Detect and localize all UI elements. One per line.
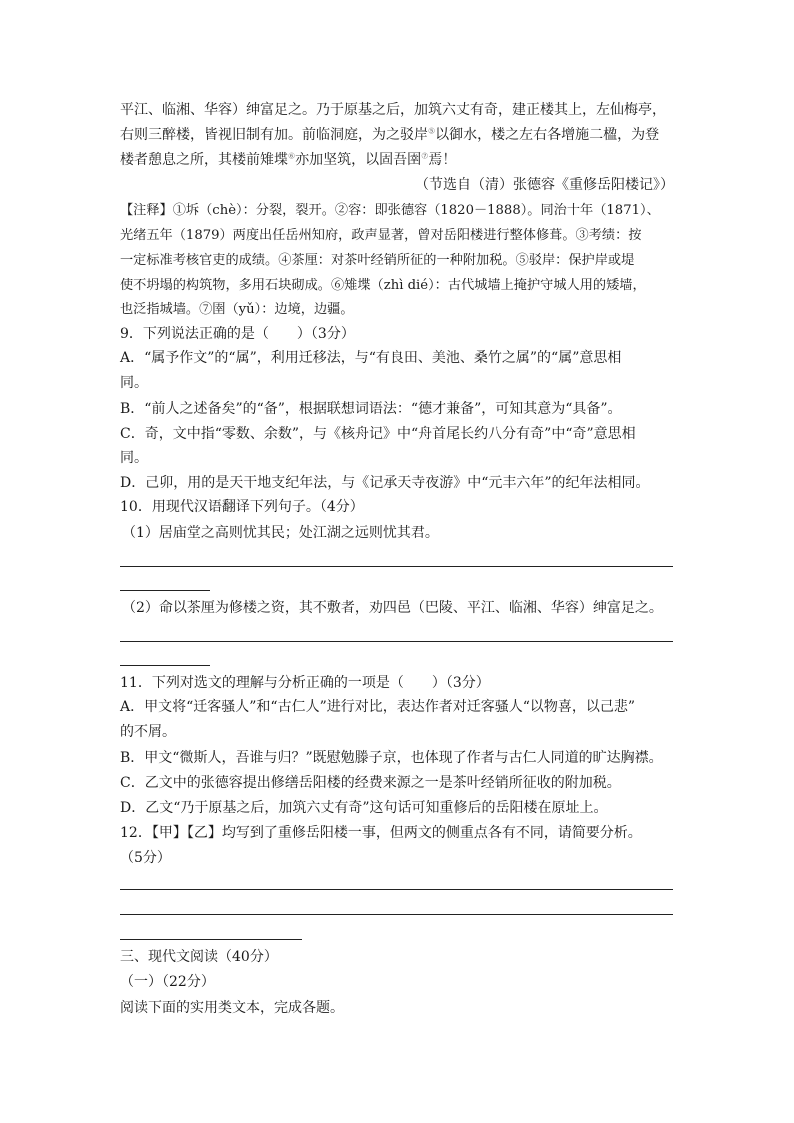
question-9-option-a: A．“属予作文”的“属”，利用迁移法，与“有良田、美池、桑竹之属”的“属”意思相 (120, 350, 622, 366)
answer-line-short[interactable] (120, 665, 210, 666)
footnote-marker: ⑤ (428, 126, 436, 136)
question-11-option-c: C．乙文中的张德容提出修缮岳阳楼的经费来源之一是茶叶经销所征收的附加税。 (120, 775, 621, 791)
question-10-stem: 10．用现代汉语翻译下列句子。（4分） (120, 499, 364, 515)
question-11-option-d: D．乙文“乃于原基之后，加筑六丈有奇”这句话可知重修后的岳阳楼在原址上。 (120, 800, 608, 816)
section-3-title: 三、现代文阅读（40分） (120, 949, 278, 965)
question-9-option-b: B．“前人之述备矣”的“备”，根据联想词语法：“德才兼备”，可知其意为“具备”。 (120, 401, 622, 417)
answer-line[interactable] (120, 914, 673, 915)
answer-line[interactable] (120, 641, 673, 642)
footnote-marker: ⑥ (288, 151, 296, 161)
annotation-line-3: 一定标准考核官吏的成绩。④茶厘：对茶叶经销所征的一种附加税。⑤驳岸：保护岸或堤 (120, 253, 635, 268)
annotation-line-4: 使不坍塌的构筑物，多用石块砌成。⑥雉堞（zhì dié）：古代城墙上掩护守城人用的矮墙， (120, 278, 646, 293)
passage-line-3: 楼者憩息之所，其楼前雉堞⑥亦加坚筑，以固吾圉⑦焉！ (120, 151, 457, 168)
answer-line-short[interactable] (120, 590, 210, 591)
question-9-option-a-cont: 同。 (120, 375, 148, 391)
question-9-option-c: C．奇，文中指“零数、余数”，与《核舟记》中“舟首尾长约八分有奇”中“奇”意思相 (120, 426, 636, 442)
question-9-option-c-cont: 同。 (120, 450, 148, 466)
passage-source: （节选自（清）张德容《重修岳阳楼记》） (415, 177, 674, 193)
annotation-line-2: 光绪五年（1879）两度出任岳州知府，政声显著，曾对岳阳楼进行整体修葺。③考绩：按 (120, 228, 642, 243)
question-11-option-b: B．甲文“微斯人，吾谁与归？”既慰勉滕子京，也体现了作者与古仁人同道的旷达胸襟。 (120, 750, 663, 766)
section-3-instruction: 阅读下面的实用类文本，完成各题。 (120, 1000, 344, 1016)
passage-line-1: 平江、临湘、华容）绅富足之。乃于原基之后，加筑六丈有奇，建正楼其上，左仙梅亭， (120, 102, 666, 118)
question-11-option-a: A．甲文将“迁客骚人”和“古仁人”进行对比，表达作者对迁客骚人“以物喜，以己悲” (120, 699, 636, 715)
answer-line-short[interactable] (120, 939, 302, 940)
annotation-line-5: 也泛指城墙。⑦圉（yǔ）：边境，边疆。 (120, 302, 354, 317)
question-10-sentence-2: （2）命以茶厘为修楼之资，其不敷者，劝四邑（巴陵、平江、临湘、华容）绅富足之。 (122, 600, 663, 616)
annotation-line-1: 【注释】①坼（chè）：分裂，裂开。②容：即张德容（1820－1888）。同治十年（1871）、 (120, 203, 660, 218)
question-10-sentence-1: （1）居庙堂之高则忧其民；处江湖之远则忧其君。 (122, 525, 439, 541)
question-12-stem: 12．【甲】【乙】均写到了重修岳阳楼一事，但两文的侧重点各有不同，请简要分析。 (120, 825, 642, 841)
question-11-option-a-cont: 的不屑。 (120, 724, 176, 740)
question-9-option-d: D．己卯，用的是天干地支纪年法，与《记承天寺夜游》中“元丰六年”的纪年法相同。 (120, 475, 650, 491)
question-9-stem: 9．下列说法正确的是（ ）（3分） (120, 326, 355, 342)
section-3-subsection: （一）（22分） (120, 974, 215, 990)
question-12-points: （5分） (120, 850, 171, 866)
question-11-stem: 11．下列对选文的理解与分析正确的一项是（ ）（3分） (120, 675, 490, 691)
passage-line-2: 右则三醉楼，皆视旧制有加。前临洞庭，为之驳岸⑤以御水，楼之左右各增施二楹，为登 (120, 126, 660, 143)
answer-line[interactable] (120, 566, 673, 567)
footnote-marker: ⑦ (421, 151, 429, 161)
answer-line[interactable] (120, 889, 673, 890)
